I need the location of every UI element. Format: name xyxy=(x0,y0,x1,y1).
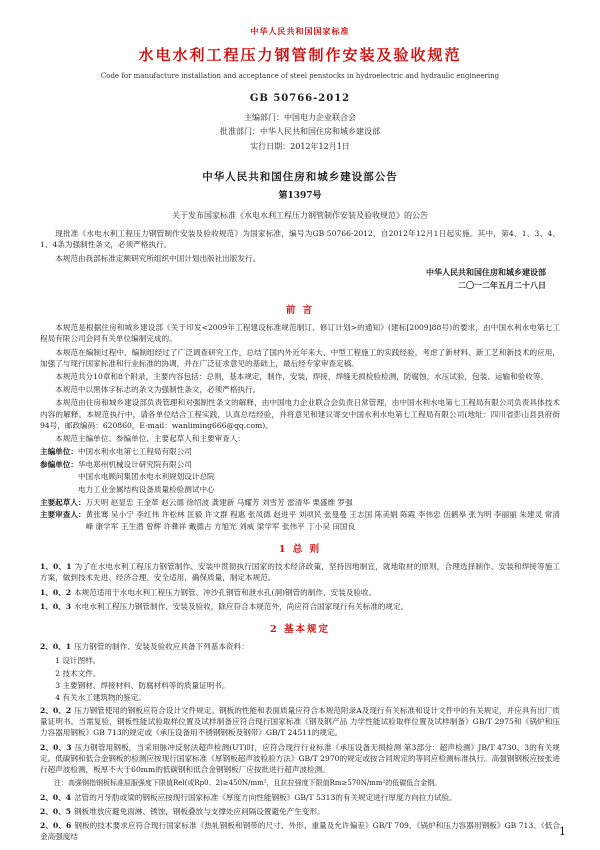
clause xyxy=(40,601,560,612)
announcement-paragraph: 现批准《水电水利工程压力钢管制作安装及验收规范》为国家标准，编号为GB 50766-2012，自2012年12月1日起实施。其中，第4、1、3、4、1、4条为强制性条文，必须严格执行。 xyxy=(40,229,560,250)
approval-dept-line: 批准部门：中华人民共和国住房和城乡建设部 xyxy=(220,127,380,137)
clause-text: 水电水利工程压力钢管制作、安装及验收，除应符合本规范外，尚应符合国家现行有关标准的规定。 xyxy=(74,601,409,611)
credit-participants-list xyxy=(78,459,560,496)
foreword-paragraph: 本规范中以黑体字标志的条文为强制性条文，必须严格执行。 xyxy=(55,385,261,395)
credit-participants-label: 参编单位： xyxy=(40,459,78,469)
clause-text: 压力钢管的制作、安装及验收应具备下列基本资料： xyxy=(74,642,249,652)
clause-number: 2、0、2 xyxy=(40,705,72,715)
standard-code: GB 50766-2012 xyxy=(249,93,351,104)
credit-chief-org xyxy=(40,446,560,457)
foreword-paragraph: 本规范主编单位、参编单位、主要起草人和主要审查人： xyxy=(55,434,246,444)
clause-subitem: 2 技术文件。 xyxy=(55,668,101,678)
clause-number: 2、0、4 xyxy=(40,792,72,802)
clause xyxy=(40,792,560,803)
clause-text: 压力钢管使用的钢板应符合设计文件规定。钢板的性能和表面质量应符合本规范附录A及现行有关标准和设计文件中的有关规定，并应具有出厂质量证明书。当需复验，钢板性能试验取样位置及试样制备应符合现行国家标准《钢及钢产品 力学性能试验取样位置及试样制备》GB/T 2975和《锅炉和压力容器用钢板》GB 713的规定或《承压设备用不锈钢钢板及钢带》GB/T 24511的规定。 xyxy=(40,705,560,738)
chapter2-heading: 2 基本规定 xyxy=(270,624,330,636)
credit-drafters xyxy=(40,497,560,508)
clause-text: 为了在水电水利工程压力钢管制作、安装中贯彻执行国家的技术经济政策，坚持因地制宜，就地取材的原则，合理选择制作、安装和焊接等施工方案，做到技术先进、经济合理、安全适用，确保质量，制定本规范。 xyxy=(40,562,560,583)
credit-reviewers-label: 主要审查人： xyxy=(40,510,86,520)
clause xyxy=(40,587,560,598)
signature-date: 二〇一二年五月二十八日 xyxy=(458,280,546,291)
clause xyxy=(40,742,560,776)
clause-subitem: 3 主要钢材、焊接材料、防腐材料等的质量证明书。 xyxy=(55,681,230,691)
clause xyxy=(40,561,560,583)
foreword-paragraph: 本规范是根据住房和城乡建设部《关于印发<2009年工程建设标准规范制订、修订计划>的通知》(建标[2009]88号)的要求，由中国水利水电第七工程局有限公司会同有关单位编制完成的。 xyxy=(40,323,560,344)
clause xyxy=(40,820,560,842)
clause-number: 2、0、1 xyxy=(40,642,72,652)
clause-text: 压力钢管用钢板，当采用脉冲反射法超声检测(UT)时，应符合现行行业标准《承压设备无损检测 第3部分：超声检测》JB/T 4730、3的有关规定。低碳钢和低合金钢板的检测应按现行国家标准《厚钢板超声波检验方法》GB/T 2970的规定或按合同规定的等同应检测标准执行。高强钢钢板应按张进行超声波检测，板厚不大于60mm的低碳钢和低合金钢钢板厂应按批进行超声波检测。 xyxy=(40,742,560,775)
clause-number: 1、0、3 xyxy=(40,601,72,611)
clause-text: 钢板的技术要求应符合现行国家标准《热轧钢板和钢带的尺寸、外形、重量及允许偏差》GB/T 709、《锅炉和压力容器用钢板》GB 713、《低合金高强度结 xyxy=(40,821,560,842)
standard-label: 中华人民共和国国家标准 xyxy=(250,26,350,36)
clause xyxy=(40,705,560,739)
clause-text: 钢板堆放应避免雨淋、锈蚀，钢板叠放与支撑处应间隔设置避免产生变形。 xyxy=(74,807,325,817)
credit-reviewers-value: 黄张骞 吴小宁 李红伟 许松林 匡毅 许文群 程惠 张凤德 赵进平 刘项民 张曼曼 王志国 陈美娟 陈霞 李伟忠 伍鹤皋 张为明 李丽丽 朱建灵 常清峰 康学军 王生潜 曾辉 许彝祥 戴德占 方旭光 刘威 梁学军 张伟平 丁小吴 田国良 xyxy=(85,510,560,531)
announcement-subject: 关于发布国家标准《水电水利工程压力钢管制作安装及验收规范》的公告 xyxy=(172,211,428,221)
clause-number: 1、0、2 xyxy=(40,587,72,597)
announcement-org-title: 中华人民共和国住房和城乡建设部公告 xyxy=(202,171,398,184)
clause-note: 注：高强钢指钢板标准屈服强度下限值Rel(或Rp0、2)≥450N/mm²，且抗拉强度下限值Rm≥570N/mm²的低碳低合金钢。 xyxy=(54,779,442,788)
participant-org: 电力工业金属结构设备质量检验测试中心 xyxy=(77,484,215,494)
clause-number: 2、0、5 xyxy=(40,807,72,817)
credit-drafters-label: 主要起草人： xyxy=(40,497,86,507)
document-title-english: Code for manufacture installation and acceptance of steel penstocks in hydroelectric and hydraulic engineering xyxy=(100,72,500,80)
credit-participants xyxy=(40,459,560,496)
clause-text: 本规范适用于水电水利工程压力钢管、冲沙孔钢管和泄水孔(洞)钢管的制作、安装及验收。 xyxy=(74,587,377,597)
clause-text: 岔管的月牙肋或梁的钢板应按现行国家标准《厚度方向性能钢板》GB/T 5313的有关规定进行厚度方向拉力试验。 xyxy=(74,792,457,802)
foreword-paragraph: 本规范共分10章和8个附录，主要内容包括：总则，基本规定，制作，安装，焊接，焊缝无损检验检测，防腐蚀，水压试验，包装、运输和验收等。 xyxy=(55,372,549,381)
clause-subitem: 1 设计图样。 xyxy=(55,656,101,666)
credit-chief-label: 主编单位： xyxy=(40,447,78,457)
credit-chief-value: 中国水利水电第七工程局有限公司 xyxy=(77,447,192,457)
announcement-paragraph: 本规范由我部标准定额研究所组织中国计划出版社出版发行。 xyxy=(55,253,261,263)
effective-date-line: 实行日期：2012年12月1日 xyxy=(250,141,350,151)
clause-number: 2、0、3 xyxy=(40,742,72,752)
signature-org: 中华人民共和国住房和城乡建设部 xyxy=(426,266,546,277)
clause xyxy=(40,806,560,817)
foreword-paragraph: 本规范由住房和城乡建设部负责管理和对强制性条文的解释，由中国电力企业联合会负责日常管理，由中国水利水电第七工程局有限公司负责具体技术内容的解释。本规范执行中，请各单位结合工程实践，认真总结经验，并将意见和建议寄交中国水利水电第七工程局有限公司(地址：四川省彭山县县府街94号，邮政编码：620860，E-mail：wanliming666@qq.com)。 xyxy=(40,398,560,430)
dept-block xyxy=(40,111,560,154)
clause xyxy=(40,641,560,652)
foreword-heading: 前 言 xyxy=(285,305,315,317)
chief-dept-line: 主编部门：中国电力企业联合会 xyxy=(244,113,356,122)
clause-number: 1、0、1 xyxy=(40,562,72,572)
foreword-paragraph: 本规范在编制过程中，编制组经过了广泛调查研究工作，总结了国内外近年来大、中型工程施工的实践经验，考虑了新材料、新工艺和新技术的应用，加强了与现行国家标准和行业标准的协调，并在广泛征求意见的基础上，最后经专家审查定稿。 xyxy=(40,347,560,368)
clause-subitem: 4 有关水工建筑物的鉴定。 xyxy=(55,693,146,703)
page-number: 1 xyxy=(559,825,566,838)
participant-org: 中国水电顾问集团水电水利规划设计总院 xyxy=(77,472,215,482)
credit-drafters-value: 万天明 赵显忠 王金革 赵云德 徐绍波 龚建新 马耀芳 刘雪芳 雷清华 栗盛维 罗强 xyxy=(85,497,353,507)
clause-number: 2、0、6 xyxy=(40,821,72,831)
announcement-number: 第1397号 xyxy=(278,191,322,202)
chapter1-heading: 1 总 则 xyxy=(278,544,322,556)
credit-reviewers xyxy=(40,509,560,532)
participant-org: 华电郑州机械设计研究院有限公司 xyxy=(77,459,192,469)
page-title: 水电水利工程压力钢管制作安装及验收规范 xyxy=(138,46,462,64)
